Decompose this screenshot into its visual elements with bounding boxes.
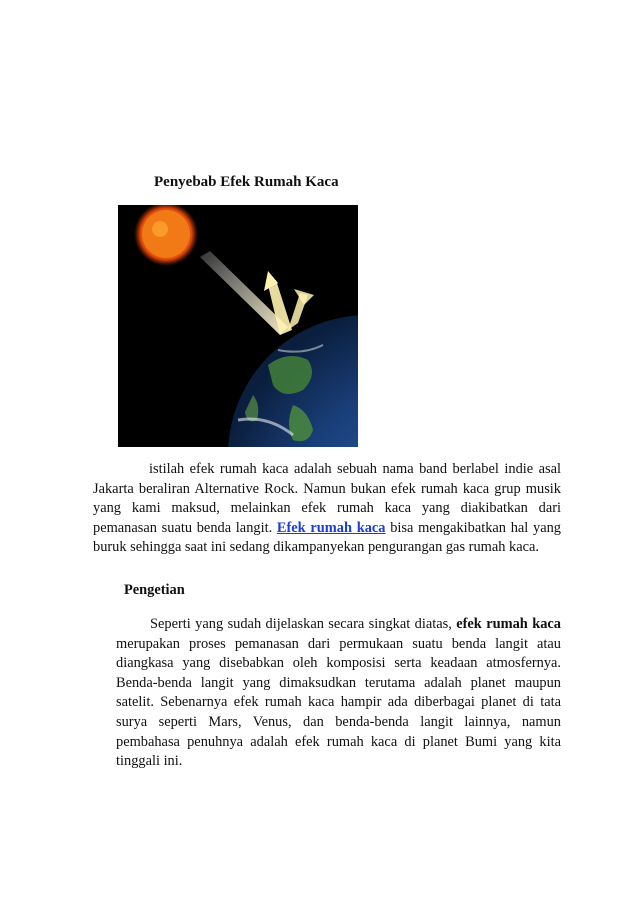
intro-paragraph bbox=[93, 460, 561, 558]
definition-text: Seperti yang sudah dijelaskan secara singkat diatas, bbox=[150, 616, 457, 632]
intro-text-end: bisa mengakibatkan hal yang buruk sehingga saat ini sedang dikampanyekan pengurangan gas rumah kaca. bbox=[93, 519, 561, 556]
section-heading: Pengetian bbox=[124, 582, 185, 598]
intro-text: istilah efek rumah kaca adalah sebuah nama band berlabel indie asal Jakarta beraliran Alternative Rock. Namun bukan efek rumah kaca grup musik yang kami maksud, melainkan efek rumah kaca yang diakibatkan dari pemanasan suatu benda langit. bbox=[93, 461, 561, 536]
definition-paragraph bbox=[116, 615, 561, 772]
efek-rumah-kaca-link[interactable]: Efek rumah kaca bbox=[276, 519, 386, 536]
page-title: Penyebab Efek Rumah Kaca bbox=[154, 174, 339, 190]
definition-bold-term: efek rumah kaca bbox=[456, 616, 561, 632]
definition-text-end: merupakan proses pemanasan dari permukaan suatu benda langit atau diangkasa yang disebabkan oleh komposisi serta keadaan atmosfernya. Benda-benda langit yang dimaksudkan terutama adalah planet maupun satelit. Sebenarnya efek rumah kaca hampir ada diberbagai planet di tata surya seperti Mars, Venus, dan benda-benda langit lainnya, namun pembahasa penuhnya adalah efek rumah kaca di planet Bumi yang kita tinggali ini. bbox=[116, 635, 561, 770]
sun-earth-greenhouse-illustration bbox=[118, 205, 358, 447]
